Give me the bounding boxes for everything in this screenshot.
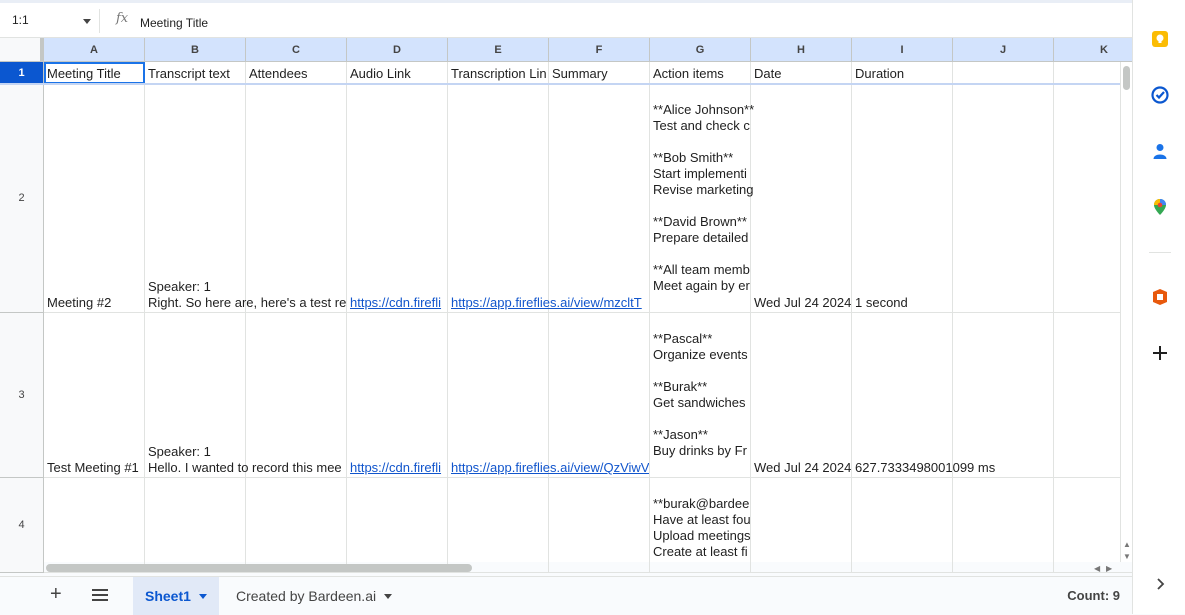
- cell-f4[interactable]: [549, 478, 650, 573]
- cell-j2[interactable]: [953, 84, 1054, 313]
- formula-input[interactable]: Meeting Title: [140, 16, 209, 30]
- scroll-up-icon[interactable]: ▲: [1123, 540, 1131, 549]
- vertical-scroll-thumb[interactable]: [1123, 66, 1130, 90]
- select-all-corner[interactable]: [0, 38, 44, 62]
- cell-c2[interactable]: [246, 84, 347, 313]
- cell-a3[interactable]: Test Meeting #1: [44, 313, 145, 478]
- cell-c1[interactable]: Attendees: [246, 62, 347, 84]
- cell-b2[interactable]: Speaker: 1 Right. So here are, here's a test re: [145, 84, 246, 313]
- cell-i3[interactable]: 627.7333498001099 ms: [852, 313, 953, 478]
- add-sheet-icon[interactable]: +: [50, 583, 62, 605]
- cell-j3[interactable]: [953, 313, 1054, 478]
- frozen-row-divider[interactable]: [0, 83, 1120, 85]
- column-header-h[interactable]: H: [751, 38, 852, 62]
- column-header-g[interactable]: G: [650, 38, 751, 62]
- cell-a2[interactable]: Meeting #2: [44, 84, 145, 313]
- side-panel: [1132, 0, 1185, 614]
- cell-c4[interactable]: [246, 478, 347, 573]
- cell-e4[interactable]: [448, 478, 549, 573]
- maps-icon[interactable]: [1151, 198, 1169, 216]
- spreadsheet-grid: [0, 38, 1132, 573]
- cell-j4[interactable]: [953, 478, 1054, 573]
- sheet-tab-label: Sheet1: [145, 588, 191, 604]
- cell-h4[interactable]: [751, 478, 852, 573]
- sheet-tab-label: Created by Bardeen.ai: [236, 588, 377, 604]
- column-header-f[interactable]: F: [549, 38, 650, 62]
- keep-icon[interactable]: [1151, 30, 1169, 48]
- cell-i4[interactable]: [852, 478, 953, 573]
- row-header-2[interactable]: 2: [0, 84, 44, 313]
- column-header-e[interactable]: E: [448, 38, 549, 62]
- name-box-value: 1:1: [12, 13, 29, 27]
- cell-b3[interactable]: Speaker: 1 Hello. I wanted to record this mee: [145, 313, 246, 478]
- cell-h3[interactable]: Wed Jul 24 2024: [751, 313, 852, 478]
- cell-g4[interactable]: **burak@bardee Have at least fou Upload meetings Create at least fi: [650, 478, 751, 573]
- chevron-down-icon[interactable]: [199, 594, 207, 599]
- cell-i2[interactable]: 1 second: [852, 84, 953, 313]
- cell-g2[interactable]: **Alice Johnson** Test and check c **Bob Smith** Start implementi Revise marketing **David Brown** Prepare detailed **All team memb Meet again by er: [650, 84, 751, 313]
- cell-g1[interactable]: Action items: [650, 62, 751, 84]
- cell-h2[interactable]: Wed Jul 24 2024: [751, 84, 852, 313]
- scroll-right-icon[interactable]: ▶: [1106, 564, 1113, 573]
- cell-c3[interactable]: [246, 313, 347, 478]
- column-header-a[interactable]: A: [44, 38, 145, 62]
- cell-f2[interactable]: [549, 84, 650, 313]
- name-box[interactable]: [0, 9, 100, 33]
- column-header-b[interactable]: B: [145, 38, 246, 62]
- cell-j1[interactable]: [953, 62, 1054, 84]
- column-header-c[interactable]: C: [246, 38, 347, 62]
- formula-bar: [0, 0, 1132, 38]
- row-header-3[interactable]: 3: [0, 313, 44, 478]
- cell-b4[interactable]: [145, 478, 246, 573]
- vertical-scrollbar[interactable]: [1120, 62, 1132, 562]
- row-header-1[interactable]: 1: [0, 62, 44, 84]
- cell-f3[interactable]: [549, 313, 650, 478]
- column-header-i[interactable]: I: [852, 38, 953, 62]
- scroll-down-icon[interactable]: ▼: [1123, 552, 1131, 561]
- cell-h1[interactable]: Date: [751, 62, 852, 84]
- cell-a1[interactable]: Meeting Title: [44, 62, 145, 84]
- contacts-icon[interactable]: [1151, 142, 1169, 160]
- cell-d3[interactable]: https://cdn.firefli: [347, 313, 448, 478]
- column-header-k[interactable]: K: [1054, 38, 1155, 62]
- add-icon[interactable]: [1151, 344, 1169, 362]
- cell-e1[interactable]: Transcription Lin: [448, 62, 549, 84]
- cell-e2[interactable]: https://app.fireflies.ai/view/mzcltT: [448, 84, 549, 313]
- tasks-icon[interactable]: [1151, 86, 1169, 104]
- cell-f1[interactable]: Summary: [549, 62, 650, 84]
- cell-d1[interactable]: Audio Link: [347, 62, 448, 84]
- selection-count[interactable]: Count: 9: [1067, 588, 1120, 603]
- side-divider: [1149, 252, 1171, 253]
- horizontal-scroll-thumb[interactable]: [46, 564, 472, 572]
- chevron-down-icon: [83, 19, 91, 24]
- sheet-tab-bardeen[interactable]: [224, 577, 404, 615]
- all-sheets-icon[interactable]: [92, 589, 108, 601]
- cell-b1[interactable]: Transcript text: [145, 62, 246, 84]
- scroll-left-icon[interactable]: ◀: [1094, 564, 1101, 573]
- cell-a4[interactable]: [44, 478, 145, 573]
- sheet-tab-sheet1[interactable]: [133, 577, 219, 615]
- expand-icon[interactable]: [1151, 575, 1169, 593]
- cell-i1[interactable]: Duration: [852, 62, 953, 84]
- cell-d4[interactable]: [347, 478, 448, 573]
- cell-d2[interactable]: https://cdn.firefli: [347, 84, 448, 313]
- cell-e3[interactable]: https://app.fireflies.ai/view/QzViwV: [448, 313, 549, 478]
- function-icon: fx: [116, 11, 129, 26]
- column-header-j[interactable]: J: [953, 38, 1054, 62]
- row-header-4[interactable]: 4: [0, 478, 44, 573]
- chevron-down-icon[interactable]: [384, 594, 392, 599]
- sheet-tab-bar: [0, 576, 1132, 614]
- office-addon-icon[interactable]: [1151, 288, 1169, 306]
- column-header-d[interactable]: D: [347, 38, 448, 62]
- cell-g3[interactable]: **Pascal** Organize events **Burak** Get sandwiches **Jason** Buy drinks by Fr: [650, 313, 751, 478]
